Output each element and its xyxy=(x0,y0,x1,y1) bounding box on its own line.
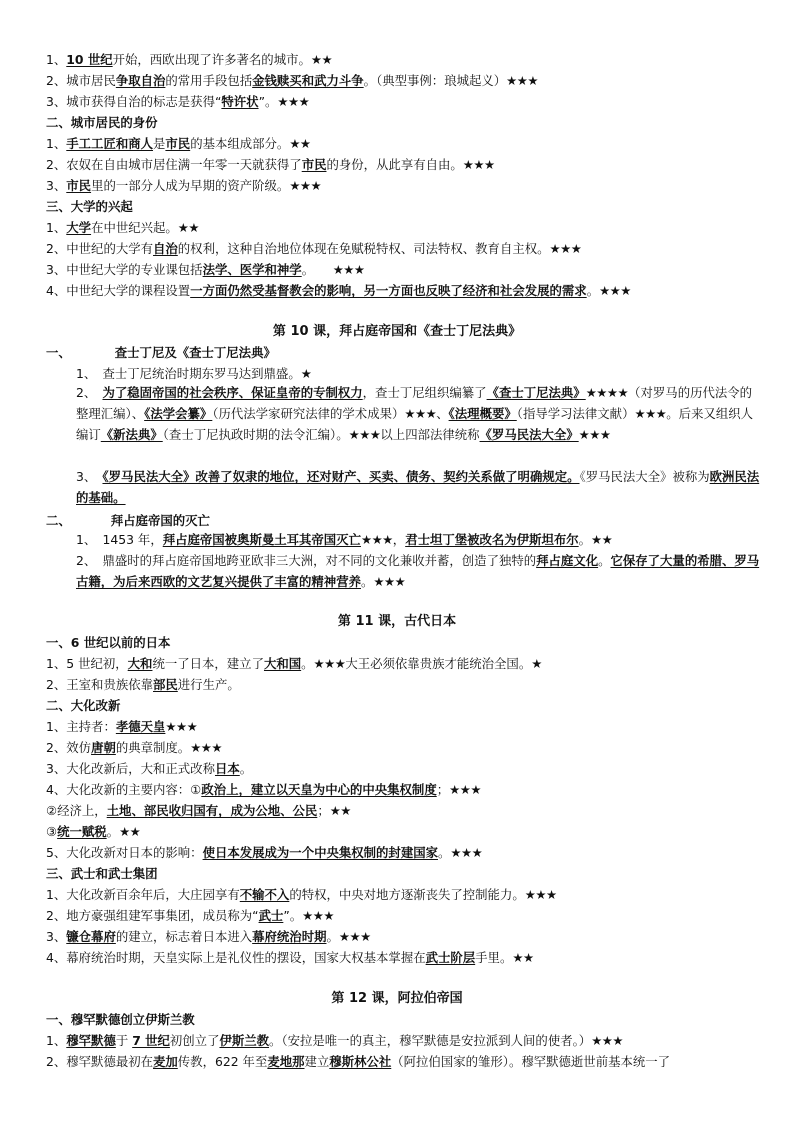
body-text: 3、 xyxy=(46,929,67,944)
body-text: 2、穆罕默德最初在 xyxy=(46,1054,154,1069)
body-text: 2、城市居民 xyxy=(46,73,116,88)
body-text: 。 xyxy=(598,553,611,568)
section-heading xyxy=(46,113,754,133)
key-term: 法学、医学和神学 xyxy=(202,262,302,277)
lesson-10-section-2-heading xyxy=(46,511,754,531)
key-term: 穆斯林公社 xyxy=(329,1054,392,1069)
text-line xyxy=(46,1052,760,1072)
key-term: 不输不入 xyxy=(239,887,290,902)
importance-stars: ★★★ xyxy=(549,241,582,256)
body-text: 在中世纪兴起。 xyxy=(91,220,178,235)
importance-stars: ★★★ xyxy=(578,427,611,442)
key-term: 市民 xyxy=(301,157,327,172)
importance-stars: ★★★ xyxy=(190,740,223,755)
key-term: 拜占庭帝国被奥斯曼土耳其帝国灭亡 xyxy=(162,532,361,547)
importance-stars: ★ xyxy=(531,656,542,671)
key-term: 武士 xyxy=(258,908,284,923)
body-text: 。 xyxy=(239,761,253,776)
body-text: 。后来又组织人编订 xyxy=(76,406,754,442)
body-text: 。 xyxy=(586,283,600,298)
importance-stars: ★★★ xyxy=(277,94,310,109)
key-term: 土地、部民收归国有，成为公地、公民 xyxy=(106,803,318,818)
key-term: 《查士丁尼法典》 xyxy=(486,385,586,400)
body-text: 。 xyxy=(301,656,314,671)
body-text: 手里。 xyxy=(475,950,513,965)
key-term: 伊斯兰教 xyxy=(219,1033,270,1048)
key-term: 武士阶层 xyxy=(425,950,476,965)
section-heading xyxy=(46,197,754,217)
body-text: 以上四部法律统称 xyxy=(380,427,480,442)
key-term: 孝德天皇 xyxy=(115,719,166,734)
key-term: 大和国 xyxy=(263,656,302,671)
key-term: 《罗马民法大全》 xyxy=(479,427,579,442)
text-line xyxy=(46,281,754,301)
body-text: 。 xyxy=(301,262,333,277)
text-line xyxy=(46,239,754,259)
body-text: （对罗马的历代法令的整理汇编）、 xyxy=(76,385,753,421)
text-line xyxy=(46,948,754,968)
section-heading xyxy=(46,1010,754,1030)
paragraph xyxy=(76,382,760,445)
lesson-10-section-1-heading xyxy=(46,343,754,363)
importance-stars: ★★★ xyxy=(289,178,322,193)
importance-stars: ★★ xyxy=(177,220,200,235)
key-term: 大学 xyxy=(66,220,92,235)
body-text: ”。 xyxy=(258,94,278,109)
body-text: 3、 xyxy=(46,178,67,193)
importance-stars: ★★★ xyxy=(462,157,495,172)
body-text: 的特权，中央对地方逐渐丧失了控制能力。 xyxy=(289,887,525,902)
text-line xyxy=(46,675,754,695)
body-text: ③ xyxy=(46,824,58,839)
body-text: 1、 1453 年， xyxy=(76,532,163,547)
body-text: 的典章制度。 xyxy=(115,740,191,755)
text-line xyxy=(46,50,754,70)
body-text: 1、 xyxy=(46,1033,67,1048)
text-line xyxy=(76,364,754,384)
key-term: 政治上，建立以天皇为中心的中央集权制度 xyxy=(201,782,437,797)
body-text: 。 xyxy=(438,845,451,860)
body-text: 是 xyxy=(153,136,166,151)
body-text: ， xyxy=(392,532,406,547)
body-text: （指导学习法律文献） xyxy=(516,406,635,421)
key-term: 为了稳固帝国的社会秩序、保证皇帝的专制权力 xyxy=(102,385,363,400)
body-text: 3、大化改新后，大和正式改称 xyxy=(46,761,215,776)
importance-stars: ★★ xyxy=(119,824,141,839)
body-text: 2、农奴在自由城市居住满一年零一天就获得了 xyxy=(46,157,302,172)
body-text: 2、中世纪的大学有 xyxy=(46,241,154,256)
key-term: 特许状 xyxy=(221,94,259,109)
body-text: 2、 鼎盛时的拜占庭帝国地跨亚欧非三大洲，对不同的文化兼收并蓄，创造了独特的 xyxy=(76,553,537,568)
key-term: 麦加 xyxy=(153,1054,178,1069)
key-term: 君士坦丁堡被改名为伊斯坦布尔 xyxy=(405,532,579,547)
key-term: 使日本发展成为一个中央集权制的封建国家 xyxy=(202,845,438,860)
body-text: ； xyxy=(436,782,450,797)
key-term: 部民 xyxy=(153,677,178,692)
body-text: 的基本组成部分。 xyxy=(190,136,290,151)
importance-stars: ★★★ xyxy=(338,929,371,944)
body-text: 1、 xyxy=(46,52,67,67)
section-number: 一、 xyxy=(46,345,71,360)
section-heading xyxy=(46,633,754,653)
section-title: 拜占庭帝国的灭亡 xyxy=(110,513,210,528)
importance-stars: ★★★ xyxy=(506,73,538,88)
body-text: （历代法学家研究法律的学术成果） xyxy=(212,406,405,421)
importance-stars: ★★★ xyxy=(302,908,334,923)
lesson-11-title: 第 11 课，古代日本 xyxy=(337,614,457,629)
key-term: 7 世纪 xyxy=(132,1033,170,1048)
importance-stars: ★★★ xyxy=(313,656,346,671)
body-text: （查士丁尼执政时期的法令汇编）。 xyxy=(162,427,349,442)
importance-stars: ★★ xyxy=(289,136,311,151)
text-line xyxy=(76,530,754,550)
body-text: 5、大化改新对日本的影响： xyxy=(46,845,203,860)
key-term: 它保存了大量的希腊、罗马古籍，为后来西欧的文艺复兴提供了丰富的精神营养 xyxy=(76,553,760,589)
text-line xyxy=(46,885,754,905)
paragraph xyxy=(76,466,760,508)
text-line xyxy=(46,1031,754,1051)
importance-stars: ★★ xyxy=(329,803,351,818)
body-text: 开始，西欧出现了许多著名的城市。 xyxy=(112,52,311,67)
body-text: 。（安拉是唯一的真主，穆罕默德是安拉派到人间的使者。） xyxy=(269,1033,592,1048)
body-text: 1、5 世纪初， xyxy=(46,656,128,671)
importance-stars: ★★★ xyxy=(332,262,365,277)
section-heading xyxy=(46,696,754,716)
key-term: 统一赋税 xyxy=(57,824,107,839)
body-text: 。 xyxy=(326,929,339,944)
importance-stars: ★★ xyxy=(310,52,333,67)
lesson-10-title: 第 10 课，拜占庭帝国和《查士丁尼法典》 xyxy=(272,324,522,339)
body-text: 建立 xyxy=(304,1054,330,1069)
text-line xyxy=(46,71,754,91)
key-term: 争取自治 xyxy=(115,73,166,88)
body-text: ； xyxy=(317,803,330,818)
body-text: 里的一部分人成为早期的资产阶级。 xyxy=(91,178,290,193)
body-text: 4、幕府统治时期，天皇实际上是礼仪性的摆设，国家大权基本掌握在 xyxy=(46,950,426,965)
key-term: 金钱赎买和武力斗争 xyxy=(252,73,364,88)
text-line xyxy=(46,218,754,238)
importance-stars: ★ xyxy=(300,366,312,381)
importance-stars: ★★ xyxy=(512,950,534,965)
text-line xyxy=(46,927,754,947)
key-term: 手工工匠和商人 xyxy=(66,136,154,151)
importance-stars: ★★★ xyxy=(634,406,667,421)
key-term: 欧洲民法的基础。 xyxy=(76,469,760,505)
body-text: 3、 xyxy=(76,469,103,484)
key-term: 《罗马民法大全》改善了奴隶的地位，还对财产、买卖、债务、契约关系做了明确规定。 xyxy=(102,469,580,484)
body-text: 4、大化改新的主要内容：① xyxy=(46,782,202,797)
body-text: 1、 查士丁尼统治时期东罗马达到鼎盛。 xyxy=(76,366,301,381)
body-text: 2、效仿 xyxy=(46,740,92,755)
body-text: 初创立了 xyxy=(169,1033,220,1048)
key-term: 穆罕默德 xyxy=(66,1033,116,1048)
body-text: 1、 xyxy=(46,220,67,235)
heading-text: 三、武士和武士集团 xyxy=(46,866,158,881)
importance-stars: ★★★ xyxy=(449,782,481,797)
body-text: 4、中世纪大学的课程设置 xyxy=(46,283,191,298)
text-line xyxy=(46,260,754,280)
text-line xyxy=(46,654,754,674)
text-line xyxy=(46,134,754,154)
key-term: 《法理概要》 xyxy=(448,406,517,421)
key-term: 唐朝 xyxy=(91,740,116,755)
text-line xyxy=(46,843,754,863)
key-term: 拜占庭文化 xyxy=(536,553,599,568)
body-text: 大王必须依靠贵族才能统治全国。 xyxy=(345,656,532,671)
body-text: 于 xyxy=(115,1033,133,1048)
importance-stars: ★★★ xyxy=(404,406,437,421)
heading-text: 一、穆罕默德创立伊斯兰教 xyxy=(46,1012,195,1027)
text-line xyxy=(46,759,754,779)
text-line xyxy=(46,92,754,112)
body-text: ②经济上， xyxy=(46,803,107,818)
section-title: 查士丁尼及《查士丁尼法典》 xyxy=(114,345,276,360)
importance-stars: ★★★ xyxy=(165,719,198,734)
body-text: 。 xyxy=(106,824,120,839)
text-line xyxy=(46,738,754,758)
key-term: 幕府统治时期 xyxy=(252,929,327,944)
key-term: 麦地那 xyxy=(267,1054,305,1069)
section-number: 二、 xyxy=(46,513,71,528)
paragraph xyxy=(76,550,760,592)
body-text: 。 xyxy=(578,532,592,547)
body-text: 的建立，标志着日本进入 xyxy=(115,929,253,944)
text-line xyxy=(46,176,754,196)
key-term: 镰仓幕府 xyxy=(66,929,116,944)
body-text: ”。 xyxy=(283,908,303,923)
heading-text: 三、大学的兴起 xyxy=(46,199,133,214)
importance-stars: ★★ xyxy=(591,532,613,547)
body-text: 1、主持者： xyxy=(46,719,116,734)
body-text: 2、王室和贵族依靠 xyxy=(46,677,154,692)
body-text: 《罗马民法大全》被称为 xyxy=(579,469,710,484)
body-text: 2、 xyxy=(76,385,103,400)
importance-stars: ★★★ xyxy=(450,845,483,860)
importance-stars: ★★★ xyxy=(373,574,406,589)
body-text: 1、大化改新百余年后，大庄园享有 xyxy=(46,887,240,902)
text-line xyxy=(46,906,754,926)
key-term: 大和 xyxy=(127,656,153,671)
key-term: 《新法典》 xyxy=(100,427,163,442)
heading-text: 二、大化改新 xyxy=(46,698,121,713)
text-line xyxy=(46,801,754,821)
body-text: 。（典型事例：琅城起义） xyxy=(363,73,507,88)
body-text: 进行生产。 xyxy=(177,677,240,692)
body-text: 1、 xyxy=(46,136,67,151)
key-term: 一方面仍然受基督教会的影响，另一方面也反映了经济和社会发展的需求 xyxy=(190,283,587,298)
text-line xyxy=(46,822,754,842)
key-term: 《法学会纂》 xyxy=(144,406,213,421)
body-text: 统一了日本，建立了 xyxy=(152,656,264,671)
section-heading xyxy=(46,864,754,884)
key-term: 日本 xyxy=(214,761,240,776)
body-text: 3、中世纪大学的专业课包括 xyxy=(46,262,203,277)
importance-stars: ★★★ xyxy=(599,283,631,298)
body-text: 、 xyxy=(436,406,449,421)
importance-stars: ★★★★ xyxy=(585,385,629,400)
key-term: 市民 xyxy=(165,136,191,151)
heading-text: 一、6 世纪以前的日本 xyxy=(46,635,171,650)
heading-text: 二、城市居民的身份 xyxy=(46,115,158,130)
body-text: 的权利，这种自治地位体现在免赋税特权、司法特权、教育自主权。 xyxy=(177,241,550,256)
body-text: 。 xyxy=(360,574,374,589)
body-text: 2、地方豪强组建军事集团，成员称为“ xyxy=(46,908,259,923)
body-text: 的常用手段包括 xyxy=(165,73,253,88)
importance-stars: ★★★ xyxy=(360,532,393,547)
body-text: 的身份，从此享有自由。 xyxy=(326,157,463,172)
key-term: 10 世纪 xyxy=(66,52,113,67)
key-term: 自治 xyxy=(153,241,178,256)
text-line xyxy=(46,717,754,737)
importance-stars: ★★★ xyxy=(591,1033,624,1048)
text-line xyxy=(46,155,754,175)
body-text: 3、城市获得自治的标志是获得“ xyxy=(46,94,222,109)
key-term: 市民 xyxy=(66,178,92,193)
body-text: （阿拉伯国家的雏形）。穆罕默德逝世前基本统一了 xyxy=(391,1054,671,1069)
importance-stars: ★★★ xyxy=(524,887,557,902)
body-text: 传教，622 年至 xyxy=(177,1054,268,1069)
text-line xyxy=(46,780,754,800)
lesson-12-title: 第 12 课，阿拉伯帝国 xyxy=(331,991,463,1006)
body-text: ，查士丁尼组织编纂了 xyxy=(362,385,487,400)
importance-stars: ★★★ xyxy=(348,427,381,442)
